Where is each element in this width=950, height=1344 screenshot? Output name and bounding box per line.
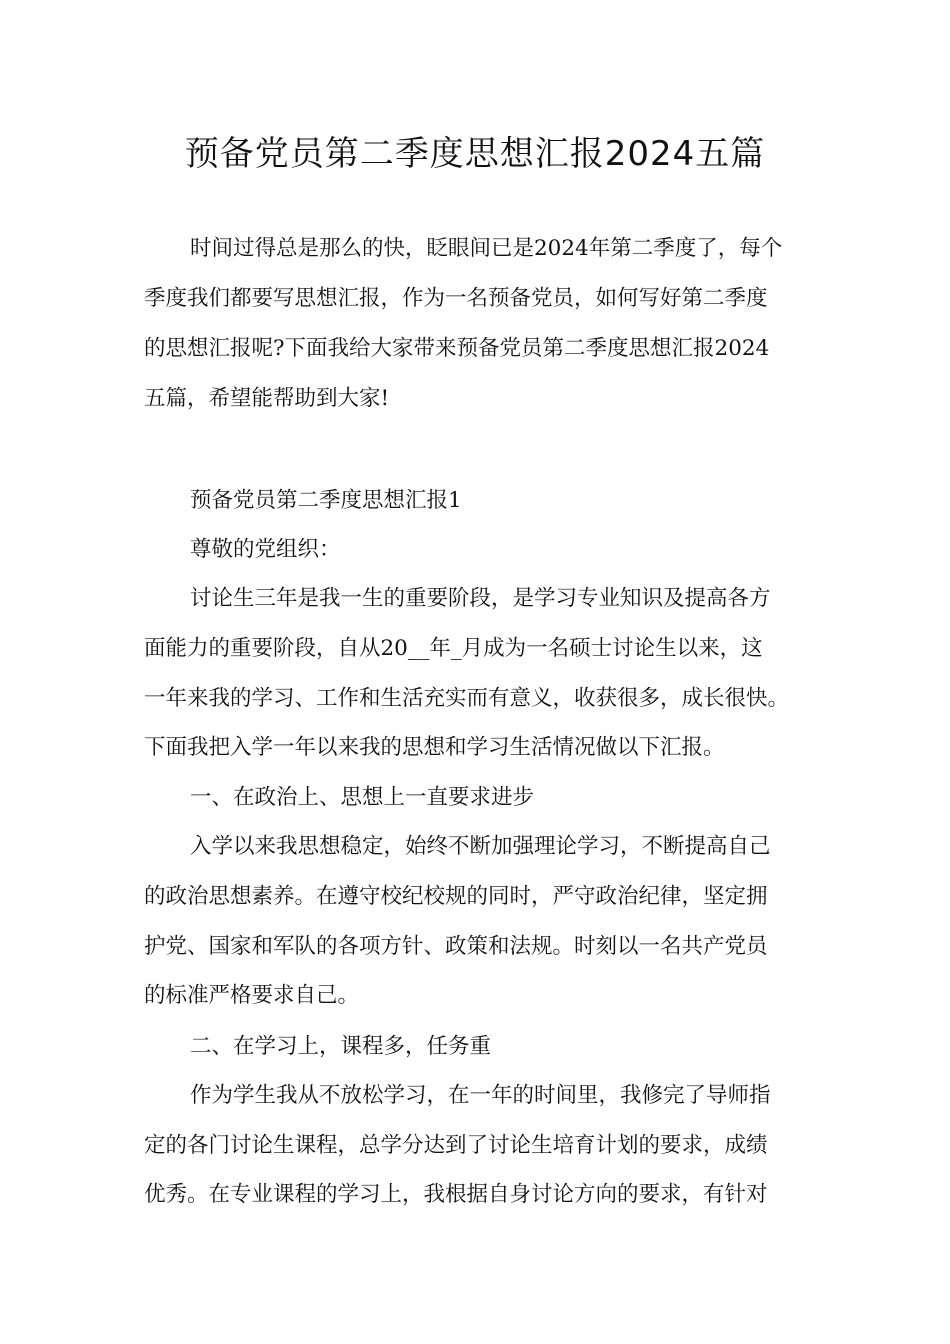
intro-line-2: 季度我们都要写思想汇报，作为一名预备党员，如何写好第二季度 [144,286,768,311]
para1-line-1: 讨论生三年是我一生的重要阶段，是学习专业知识及提高各方 [190,586,771,611]
heading-study: 二、在学习上，课程多，任务重 [190,1034,492,1059]
para3-line-3: 优秀。在专业课程的学习上，我根据自身讨论方向的要求，有针对 [144,1182,768,1207]
para2-line-3: 护党、国家和军队的各项方针、政策和法规。时刻以一名共产党员 [144,934,768,959]
para2-line-2: 的政治思想素养。在遵守校纪校规的同时，严守政治纪律，坚定拥 [144,884,768,909]
para3-line-2: 定的各门讨论生课程，总学分达到了讨论生培育计划的要求，成绩 [144,1133,768,1158]
intro-line-3: 的思想汇报呢?下面我给大家带来预备党员第二季度思想汇报2024 [144,336,770,361]
para1-line-4: 下面我把入学一年以来我的思想和学习生活情况做以下汇报。 [144,735,725,760]
intro-line-1: 时间过得总是那么的快，眨眼间已是2024年第二季度了，每个 [190,236,783,261]
para2-line-4: 的标准严格要求自己。 [144,983,360,1008]
intro-line-4: 五篇，希望能帮助到大家! [144,386,390,411]
para1-line-3: 一年来我的学习、工作和生活充实而有意义，收获很多，成长很快。 [144,686,790,711]
document-title: 预备党员第二季度思想汇报2024五篇 [184,134,766,174]
para3-line-1: 作为学生我从不放松学习，在一年的时间里，我修完了导师指 [190,1083,771,1108]
para2-line-1: 入学以来我思想稳定，始终不断加强理论学习，不断提高自己 [190,834,771,859]
section-heading: 预备党员第二季度思想汇报1 [190,488,462,513]
para1-line-2: 面能力的重要阶段，自从20__年_月成为一名硕士讨论生以来，这 [144,636,763,661]
salutation: 尊敬的党组织： [190,537,341,562]
heading-politics: 一、在政治上、思想上一直要求进步 [190,785,535,810]
